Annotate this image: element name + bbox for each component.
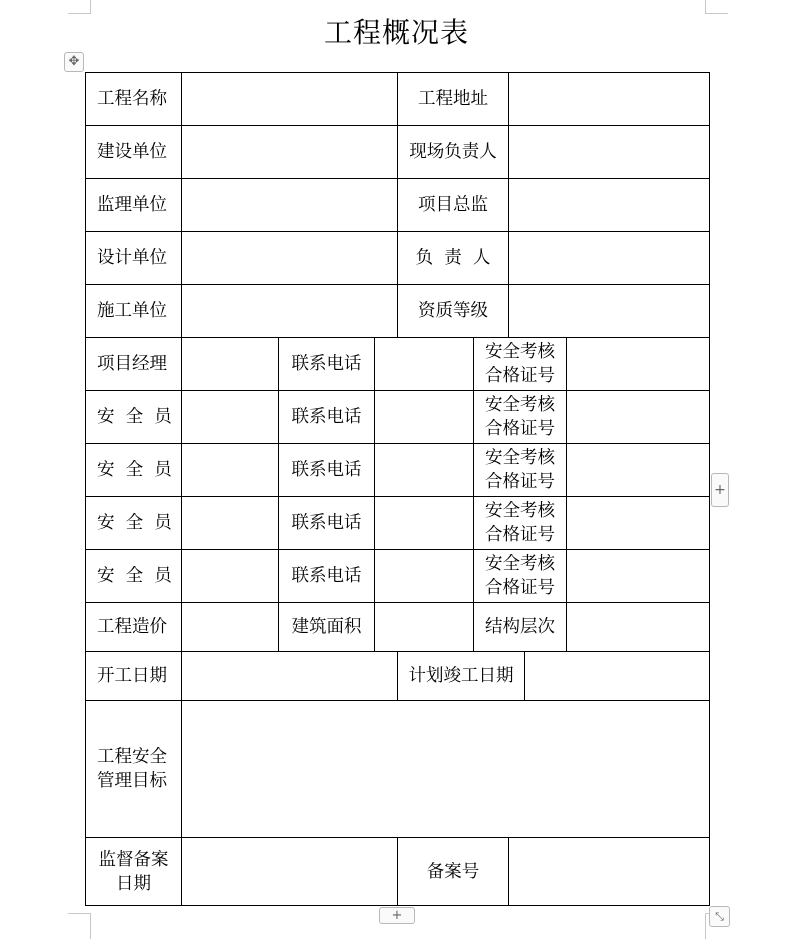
value-phone[interactable] [375,338,474,391]
value-supervision-unit[interactable] [182,179,398,232]
table-row [86,126,710,179]
add-row-button[interactable]: + [379,907,415,924]
label-person-in-charge: 负 责 人 [398,232,509,285]
table-row [86,497,710,550]
table-resize-handle-icon[interactable]: ⤡ [709,906,730,927]
value-project-address[interactable] [509,73,710,126]
value-person-in-charge[interactable] [509,232,710,285]
table-row [86,338,710,391]
table-row [86,179,710,232]
label-qualification-grade: 资质等级 [398,285,509,338]
value-project-manager[interactable] [182,338,279,391]
value-safety-cert-no[interactable] [567,497,710,550]
value-safety-cert-no[interactable] [567,550,710,603]
label-safety-officer: 安 全 员 [86,497,182,550]
value-phone[interactable] [375,550,474,603]
value-project-cost[interactable] [182,603,279,652]
value-structure-floors[interactable] [567,603,710,652]
value-project-name[interactable] [182,73,398,126]
value-phone[interactable] [375,391,474,444]
label-project-name: 工程名称 [86,73,182,126]
label-supervision-unit: 监理单位 [86,179,182,232]
table-row [86,701,710,838]
label-safety-officer: 安 全 员 [86,444,182,497]
value-safety-officer[interactable] [182,391,279,444]
label-project-cost: 工程造价 [86,603,182,652]
label-site-manager: 现场负责人 [398,126,509,179]
label-phone: 联系电话 [279,391,375,444]
value-safety-cert-no[interactable] [567,444,710,497]
value-start-date[interactable] [182,652,398,701]
label-structure-floors: 结构层次 [474,603,567,652]
label-safety-cert-no: 安全考核 合格证号 [474,338,567,391]
label-contractor: 施工单位 [86,285,182,338]
value-planned-completion-date[interactable] [525,652,710,701]
table-row [86,285,710,338]
label-design-unit: 设计单位 [86,232,182,285]
value-safety-cert-no[interactable] [567,338,710,391]
value-phone[interactable] [375,444,474,497]
crop-mark-bottom-left [68,913,91,939]
table-row [86,391,710,444]
value-chief-supervisor[interactable] [509,179,710,232]
label-safety-cert-no: 安全考核 合格证号 [474,391,567,444]
value-building-area[interactable] [375,603,474,652]
label-safety-cert-no: 安全考核 合格证号 [474,444,567,497]
table-move-handle-icon[interactable]: ✥ [64,52,84,72]
label-phone: 联系电话 [279,444,375,497]
value-site-manager[interactable] [509,126,710,179]
label-building-area: 建筑面积 [279,603,375,652]
value-supervision-filing-date[interactable] [182,838,398,906]
table-row [86,652,710,701]
label-start-date: 开工日期 [86,652,182,701]
project-overview-table [85,72,710,906]
value-safety-officer[interactable] [182,497,279,550]
label-safety-management-goal: 工程安全 管理目标 [86,701,182,838]
label-supervision-filing-date: 监督备案 日期 [86,838,182,906]
label-safety-officer: 安 全 员 [86,550,182,603]
value-filing-number[interactable] [509,838,710,906]
value-contractor[interactable] [182,285,398,338]
table-row [86,444,710,497]
label-phone: 联系电话 [279,497,375,550]
value-safety-officer[interactable] [182,550,279,603]
value-construction-unit[interactable] [182,126,398,179]
label-chief-supervisor: 项目总监 [398,179,509,232]
label-phone: 联系电话 [279,338,375,391]
table-row [86,603,710,652]
value-design-unit[interactable] [182,232,398,285]
label-phone: 联系电话 [279,550,375,603]
label-safety-cert-no: 安全考核 合格证号 [474,550,567,603]
label-project-manager: 项目经理 [86,338,182,391]
table-row [86,73,710,126]
table-row [86,232,710,285]
label-project-address: 工程地址 [398,73,509,126]
value-qualification-grade[interactable] [509,285,710,338]
label-safety-officer: 安 全 员 [86,391,182,444]
table-row [86,838,710,906]
page-title: 工程概况表 [323,16,469,49]
value-safety-cert-no[interactable] [567,391,710,444]
label-planned-completion-date: 计划竣工日期 [398,652,525,701]
label-filing-number: 备案号 [398,838,509,906]
crop-mark-top-right [705,0,728,14]
value-safety-officer[interactable] [182,444,279,497]
value-phone[interactable] [375,497,474,550]
table-row [86,550,710,603]
label-construction-unit: 建设单位 [86,126,182,179]
label-safety-cert-no: 安全考核 合格证号 [474,497,567,550]
crop-mark-top-left [68,0,91,14]
value-safety-management-goal[interactable] [182,701,710,838]
add-column-button[interactable]: + [711,473,729,507]
